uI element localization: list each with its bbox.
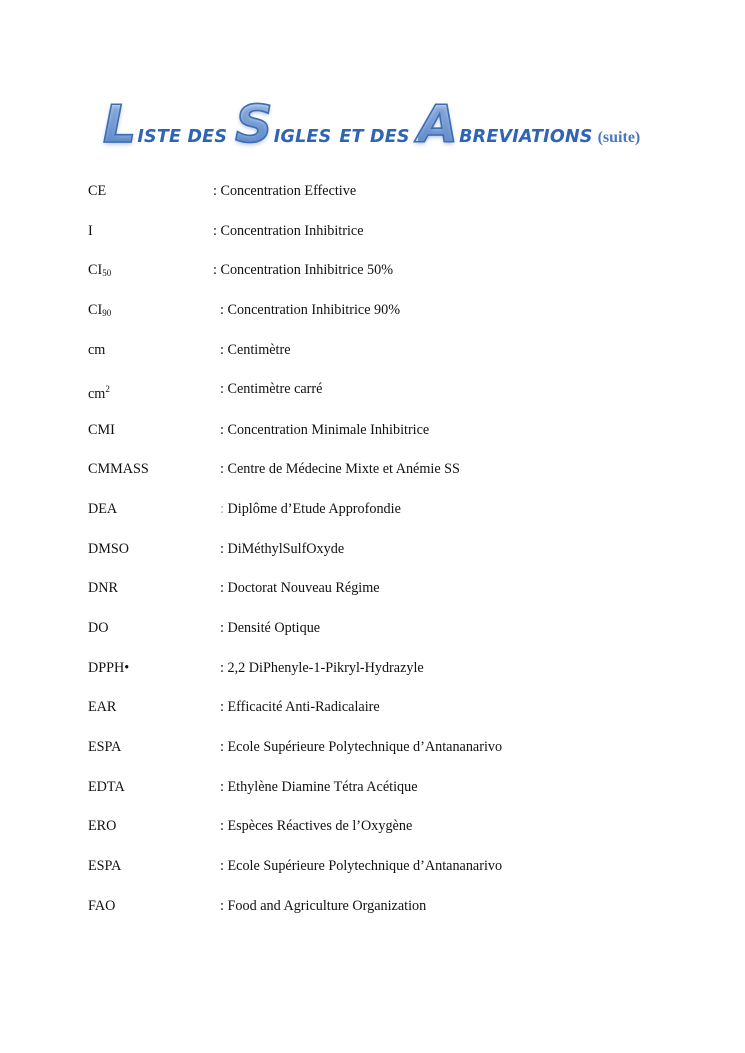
abbreviation: DO <box>88 620 109 636</box>
abbreviation: ERO <box>88 818 117 834</box>
abbreviation-base: CI <box>88 302 103 318</box>
definition: : DiMéthylSulfOxyde <box>220 541 345 557</box>
abbreviation: DPPH• <box>88 660 130 676</box>
definition: : Espèces Réactives de l’Oxygène <box>220 818 413 834</box>
definition: : Concentration Inhibitrice 50% <box>213 262 394 278</box>
definition: : Ethylène Diamine Tétra Acétique <box>220 779 418 795</box>
definition-colon: : <box>220 501 224 517</box>
abbreviation <box>88 379 110 404</box>
abbreviation: FAO <box>88 898 116 914</box>
definition: : Food and Agriculture Organization <box>220 898 427 914</box>
title-initial-a: A <box>417 95 459 155</box>
abbreviation: CE <box>88 183 107 199</box>
abbreviation: CMMASS <box>88 461 149 477</box>
title-suffix-suite: (suite) <box>597 129 641 146</box>
abbreviation: ESPA <box>88 739 122 755</box>
definition: : Concentration Inhibitrice <box>213 223 364 239</box>
title-initial-l: L <box>103 95 137 155</box>
abbreviation: EAR <box>88 699 117 715</box>
definition: : 2,2 DiPhenyle-1-Pikryl-Hydrazyle <box>220 660 424 676</box>
abbreviation-base: cm <box>88 386 106 402</box>
definition: : Concentration Effective <box>213 183 357 199</box>
abbreviation-superscript: 2 <box>105 384 110 394</box>
definition: : Centre de Médecine Mixte et Anémie SS <box>220 461 460 477</box>
abbreviation: cm <box>88 342 106 358</box>
abbreviation: I <box>88 223 93 239</box>
title-word-liste-des: ISTE DES <box>137 127 228 147</box>
abbreviation-subscript: 90 <box>102 308 112 318</box>
title-word-abreviations: BREVIATIONS <box>459 127 593 147</box>
abbreviation: DNR <box>88 580 118 596</box>
definition: : Centimètre carré <box>220 381 323 397</box>
definition <box>220 499 401 519</box>
abbreviation-base: CI <box>88 262 103 278</box>
definition: : Ecole Supérieure Polytechnique d’Antananarivo <box>220 858 503 874</box>
page-title <box>103 95 723 160</box>
abbreviation <box>88 300 111 323</box>
abbreviation: DEA <box>88 501 118 517</box>
definition: : Doctorat Nouveau Régime <box>220 580 380 596</box>
definition: : Concentration Inhibitrice 90% <box>220 302 401 318</box>
title-word-et-des: ET DES <box>339 127 410 147</box>
definition: : Centimètre <box>220 342 291 358</box>
definition: : Densité Optique <box>220 620 321 636</box>
definition: : Ecole Supérieure Polytechnique d’Antananarivo <box>220 739 503 755</box>
abbreviation: EDTA <box>88 779 125 795</box>
definition: : Concentration Minimale Inhibitrice <box>220 422 430 438</box>
abbreviation <box>88 260 111 283</box>
abbreviation: CMI <box>88 422 115 438</box>
abbreviation-subscript: 50 <box>102 268 112 278</box>
definition: : Efficacité Anti-Radicalaire <box>220 699 380 715</box>
abbreviation: ESPA <box>88 858 122 874</box>
title-word-sigles: IGLES <box>273 127 332 147</box>
definition-text: Diplôme d’Etude Approfondie <box>227 501 401 517</box>
title-initial-s: S <box>235 95 273 155</box>
abbreviation: DMSO <box>88 541 129 557</box>
